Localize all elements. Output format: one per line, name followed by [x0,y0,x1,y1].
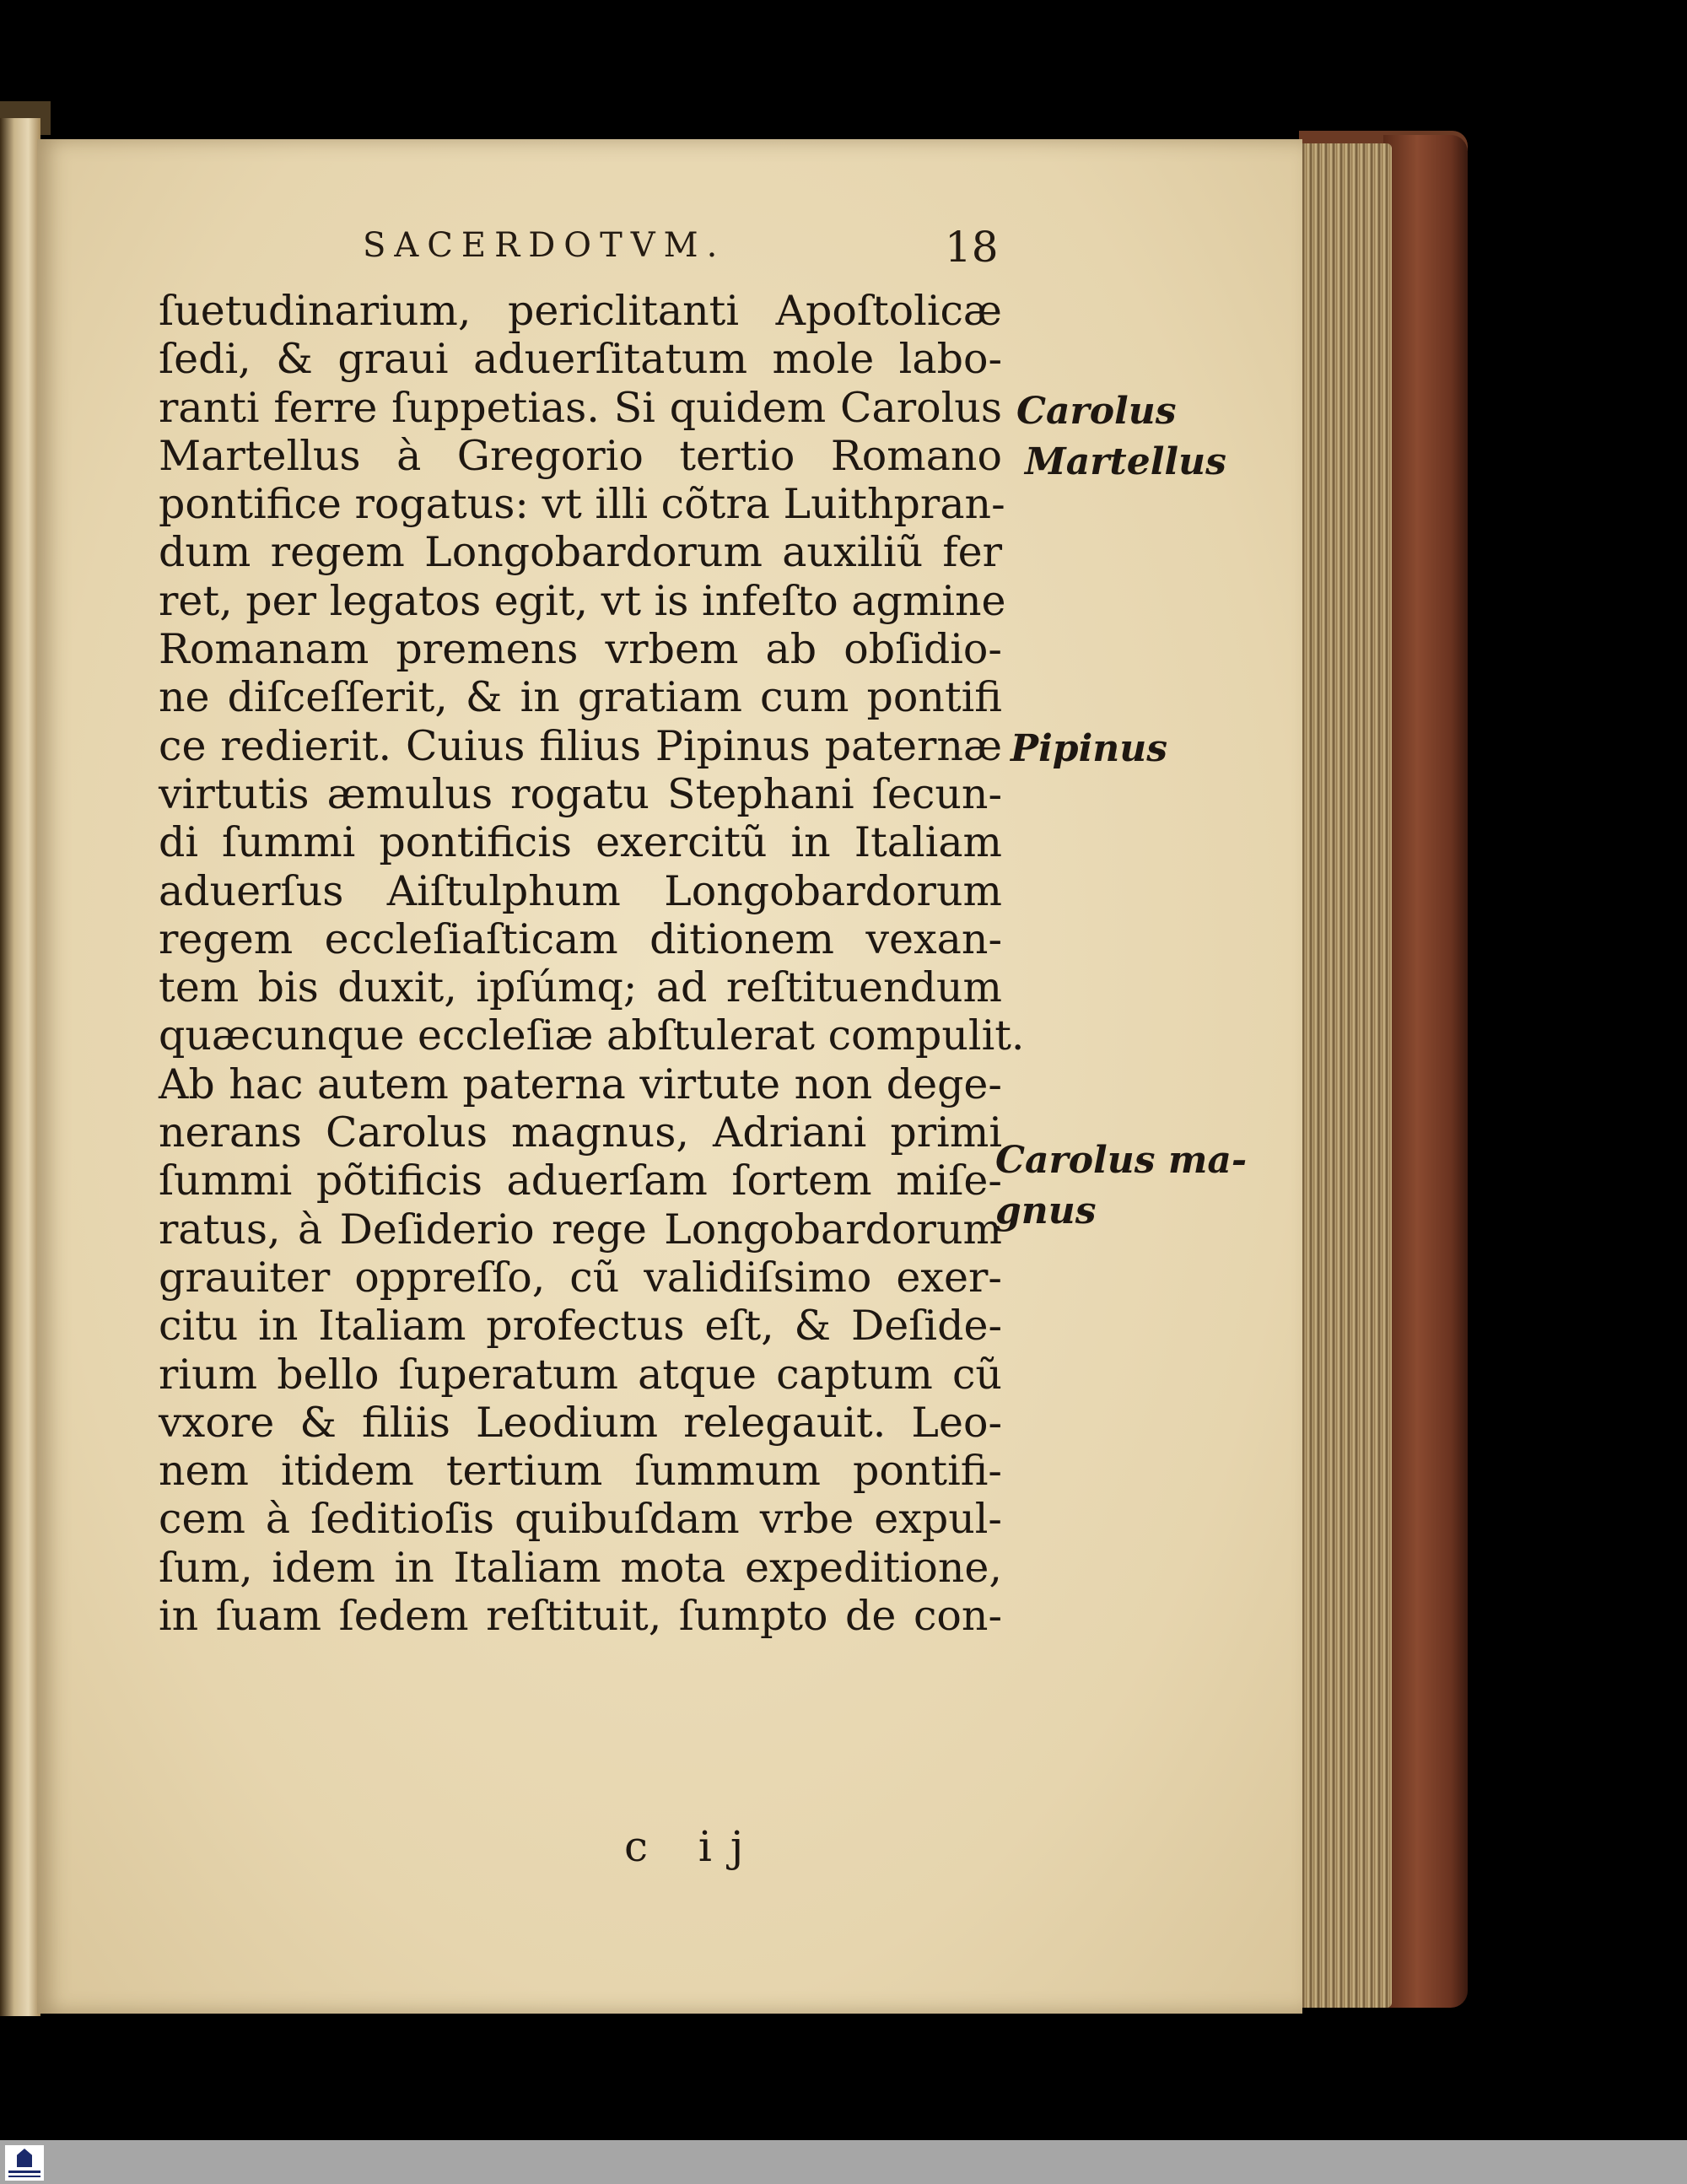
text-line: regem eccleſiaſticam ditionem vexan- [159,914,1002,963]
page-edges [1291,143,1392,2008]
text-line: citu in Italiam profectus eſt, & Deſide- [159,1302,1002,1351]
viewer-footer-bar [0,2140,1687,2184]
text-line: ſummi põtificis aduerſam ſortem miſe- [159,1157,1002,1205]
text-line: nem itidem tertium ſummum pontifi- [159,1447,1002,1496]
marginal-note-line: Martellus [1025,440,1226,483]
logo-rule [8,2176,40,2177]
text-line: pontifice rogatus: vt illi cõtra Luithpran- [159,480,1005,529]
text-line: ratus, à Deſiderio rege Longobardorum [159,1205,1002,1254]
signature-mark: c ij [624,1822,763,1871]
text-line: tem bis duxit, ipſúmq; ad reſtituendum [159,963,1002,1012]
text-line: in ſuam ſedem reſtituit, ſumpto de con- [159,1592,1002,1641]
logo-rule [8,2171,40,2173]
text-line: cem à ſeditioſis quibuſdam vrbe expul- [159,1495,1002,1544]
text-line: vxore & filiis Leodium relegauit. Leo- [159,1398,1002,1447]
text-line: ne diſceſſerit, & in gratiam cum pontifi [159,673,1002,722]
page-number: 18 [945,223,999,272]
running-head-title: SACERDOTVM. [363,226,726,265]
text-line: virtutis æmulus rogatu Stephani ſecun- [159,769,1002,818]
building-icon [17,2149,32,2167]
text-line: Martellus à Gregorio tertio Romano [159,431,1002,480]
text-line: aduerſus Aiſtulphum Longobardorum [159,866,1002,915]
text-line: ſum, idem in Italiam mota expeditione, [159,1543,1002,1592]
library-logo-icon [5,2145,44,2181]
text-line: rium bello ſuperatum atque captum cũ [159,1350,1002,1399]
body-text [159,287,1025,1641]
text-line: Ab hac autem paterna virtute non dege- [159,1060,1002,1108]
marginal-note-carolus-magnus [995,1135,1247,1237]
text-line: ſuetudinarium, periclitanti Apoſtolicæ [159,287,1002,335]
marginal-note-line: gnus [995,1189,1097,1232]
text-line: quæcunque eccleſiæ abſtulerat compulit. [159,1011,1025,1060]
text-line: Romanam premens vrbem ab obſidio- [159,625,1002,674]
marginal-note-pipinus [1011,724,1167,774]
text-line: ſedi, & graui aduerſitatum mole labo- [159,335,1002,384]
text-line: nerans Carolus magnus, Adriani primi [159,1108,1002,1157]
running-head [0,223,1687,277]
marginal-note-line: Carolus [1016,390,1177,433]
text-line: di ſummi pontificis exercitũ in Italiam [159,818,1002,867]
text-line: ranti ferre ſuppetias. Si quidem Carolus [159,383,1002,432]
text-line: ret, per legatos egit, vt is infeſto agmine [159,576,1006,625]
text-line: ce redierit. Cuius filius Pipinus paternæ [159,721,1002,770]
text-line: dum regem Longobardorum auxiliũ fer [159,528,1002,577]
marginal-note-line: Carolus ma- [995,1139,1248,1182]
text-line: grauiter oppreſſo, cũ validiſsimo exer- [159,1253,1002,1302]
facing-page-edge [0,118,40,2016]
marginal-note-carolus-martellus [1016,386,1226,488]
marginal-note-line: Pipinus [1011,727,1168,770]
book-cover [1383,135,1468,2008]
